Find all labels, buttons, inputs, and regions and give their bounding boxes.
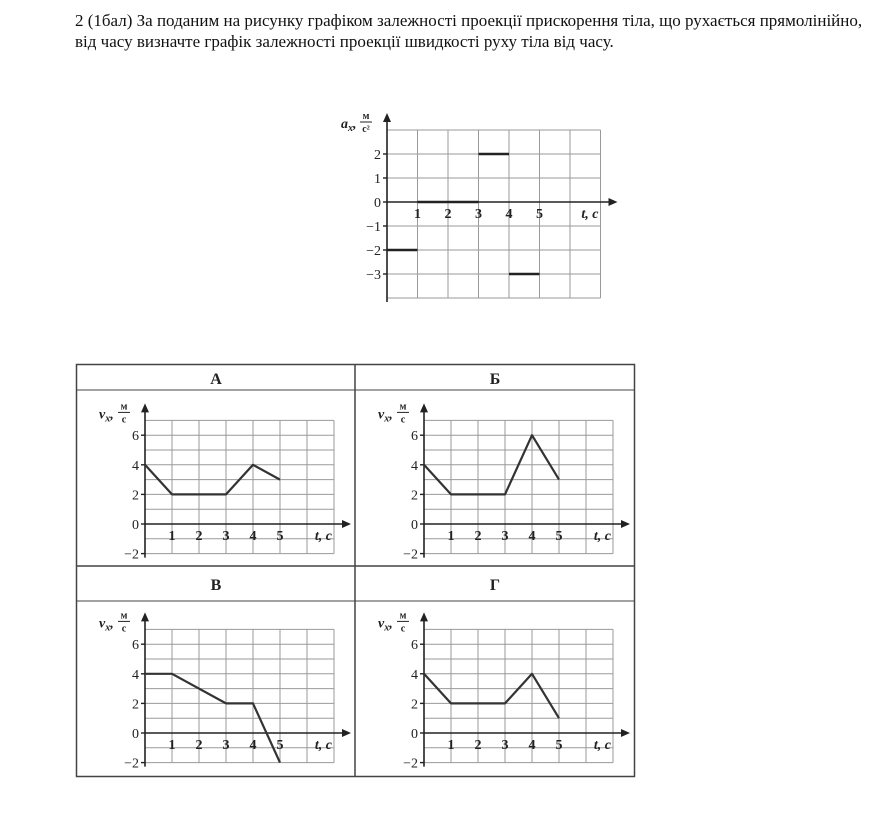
x-tick-label: 3: [501, 529, 509, 544]
y-axis-label: $v_x$,: [99, 616, 114, 634]
y-tick-label: 4: [411, 667, 418, 683]
x-tick-label: 4: [528, 529, 536, 544]
x-tick-label: 5: [276, 738, 284, 753]
y-tick-label: 6: [411, 429, 418, 445]
x-tick-label: 1: [168, 738, 176, 753]
y-unit-denominator: с: [400, 623, 406, 635]
x-tick-label: 1: [414, 207, 421, 222]
y-tick-label: 6: [132, 429, 139, 445]
y-tick-label: 1: [374, 172, 381, 187]
x-tick-label: 2: [195, 529, 203, 544]
question-text: 2 (1бал) За поданим на рисунку графіком залежності проекції прискорення тіла, що рухається прямолінійно, від часу визначте графік залежності проекції швидкості руху тіла від часу.: [75, 11, 863, 51]
x-axis-label: t, c: [593, 529, 611, 544]
x-tick-label: 1: [447, 529, 455, 544]
y-unit-numerator: м: [120, 401, 128, 413]
y-tick-label: 6: [132, 638, 139, 654]
y-tick-label: −2: [124, 547, 139, 563]
y-tick-label: 2: [411, 488, 418, 504]
x-tick-label: 2: [444, 207, 452, 222]
y-tick-label: 0: [132, 727, 139, 742]
x-tick-label: 5: [555, 738, 563, 753]
y-tick-label: 0: [411, 518, 418, 533]
y-tick-label: 2: [374, 148, 381, 163]
option-title: Г: [489, 577, 501, 594]
y-unit-denominator: с: [121, 623, 127, 635]
y-tick-label: 0: [132, 518, 139, 533]
option-title: В: [210, 577, 222, 594]
answer-options-table: [76, 364, 636, 778]
x-tick-label: 5: [536, 207, 543, 222]
y-tick-label: 4: [132, 667, 139, 683]
option-title: Б: [489, 371, 501, 388]
y-tick-label: 0: [411, 727, 418, 742]
x-axis-arrow: [609, 198, 618, 206]
x-axis-label: t, c: [581, 207, 599, 222]
y-axis-label: $v_x$,: [99, 407, 114, 425]
y-tick-label: 2: [132, 488, 139, 504]
y-tick-label: 6: [411, 638, 418, 654]
y-tick-label: −2: [403, 547, 418, 563]
y-tick-label: 0: [374, 196, 381, 211]
x-tick-label: 2: [195, 738, 203, 753]
x-tick-label: 5: [276, 529, 284, 544]
y-unit-denominator: с: [121, 414, 127, 426]
x-tick-label: 5: [555, 529, 563, 544]
y-unit-denominator: с: [400, 414, 406, 426]
y-tick-label: −2: [366, 244, 381, 259]
x-axis-label: t, c: [593, 738, 611, 753]
x-tick-label: 4: [528, 738, 536, 753]
y-unit-numerator: м: [120, 610, 128, 622]
y-axis-arrow: [383, 113, 391, 122]
y-unit-numerator: м: [399, 401, 407, 413]
x-tick-label: 3: [222, 529, 230, 544]
y-tick-label: −3: [366, 268, 381, 283]
y-tick-label: 4: [132, 458, 139, 474]
x-tick-label: 4: [249, 738, 257, 753]
x-tick-label: 3: [222, 738, 230, 753]
y-tick-label: 2: [411, 697, 418, 713]
x-axis-label: t, c: [314, 738, 332, 753]
x-tick-label: 1: [447, 738, 455, 753]
y-tick-label: −1: [366, 220, 381, 235]
x-tick-label: 2: [474, 529, 482, 544]
acceleration-graph: [322, 111, 602, 303]
x-axis-label: t, c: [314, 529, 332, 544]
x-tick-label: 4: [505, 207, 513, 222]
x-tick-label: 2: [474, 738, 482, 753]
y-tick-label: 4: [411, 458, 418, 474]
y-axis-label: $a_x$,: [341, 117, 357, 134]
x-tick-label: 3: [475, 207, 482, 222]
y-axis-label: $v_x$,: [378, 616, 393, 634]
option-title: А: [210, 371, 222, 388]
y-tick-label: 2: [132, 697, 139, 713]
y-axis-label: $v_x$,: [378, 407, 393, 425]
y-unit-numerator: м: [399, 610, 407, 622]
x-tick-label: 3: [501, 738, 509, 753]
x-tick-label: 4: [249, 529, 257, 544]
y-tick-label: −2: [124, 756, 139, 772]
y-unit-numerator: м: [362, 111, 370, 122]
y-unit-denominator: с²: [362, 124, 370, 135]
y-tick-label: −2: [403, 756, 418, 772]
x-tick-label: 1: [168, 529, 176, 544]
